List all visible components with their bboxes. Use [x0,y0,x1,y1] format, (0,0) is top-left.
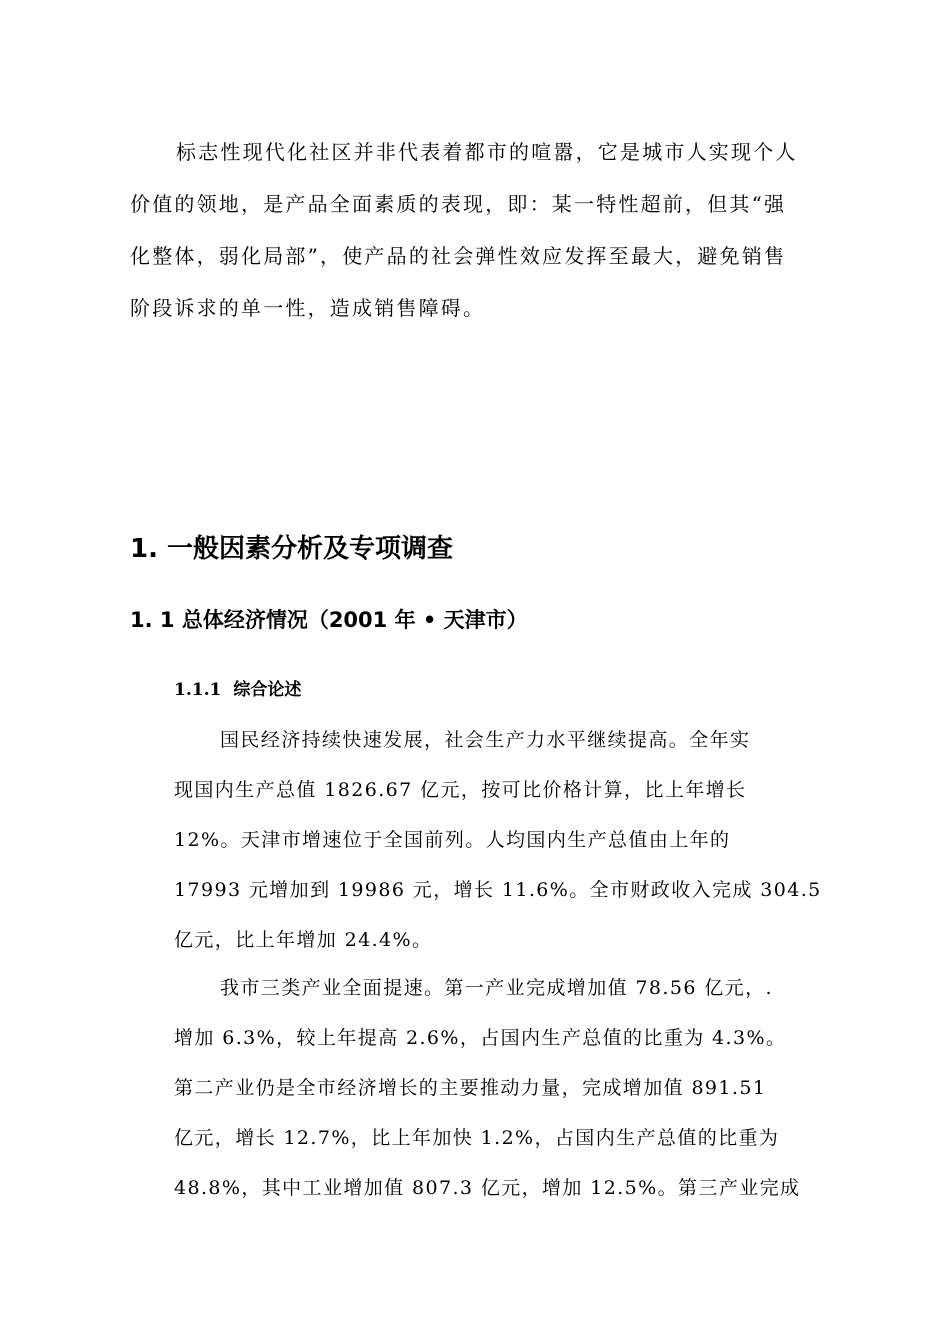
intro-line: 标志性现代化社区并非代表着都市的喧嚣，它是城市人实现个人 [176,140,798,164]
subsection-heading: 1. 1 总体经济情况（2001 年 • 天津市） [130,608,528,632]
paragraph-line: 国民经济持续快速发展，社会生产力水平继续提高。全年实 [220,729,751,751]
intro-line: 阶段诉求的单一性，造成销售障碍。 [130,296,486,320]
paragraph-line: 亿元，比上年增加 24.4%。 [174,929,433,951]
intro-paragraph [130,130,812,338]
section-heading: 1. 一般因素分析及专项调查 [130,534,454,564]
paragraph-line: 48.8%，其中工业增加值 807.3 亿元，增加 12.5%。第三产业完成 [174,1177,801,1199]
intro-line: 化整体，弱化局部”，使产品的社会弹性效应发挥至最大，避免销售 [130,244,787,268]
intro-line: 价值的领地，是产品全面素质的表现，即：某一特性超前，但其“强 [130,192,787,216]
body-paragraph-1 [174,720,822,970]
paragraph-line: 增加 6.3%，较上年提高 2.6%，占国内生产总值的比重为 4.3%。 [174,1027,787,1049]
subsubsection-heading [174,676,301,704]
subsubsection-title: 综合论述 [233,680,302,700]
subsubsection-number: 1.1.1 [174,680,222,700]
paragraph-line: 12%。天津市增速位于全国前列。人均国内生产总值由上年的 [174,829,731,851]
body-paragraph-2 [174,968,814,1218]
paragraph-line: 我市三类产业全面提速。第一产业完成增加值 78.56 亿元，. [220,977,773,999]
paragraph-line: 现国内生产总值 1826.67 亿元，按可比价格计算，比上年增长 [174,779,747,801]
paragraph-line: 第二产业仍是全市经济增长的主要推动力量，完成增加值 891.51 [174,1077,767,1099]
paragraph-line: 17993 元增加到 19986 元，增长 11.6%。全市财政收入完成 304.5 [174,879,822,901]
paragraph-line: 亿元，增长 12.7%，比上年加快 1.2%，占国内生产总值的比重为 [174,1127,780,1149]
